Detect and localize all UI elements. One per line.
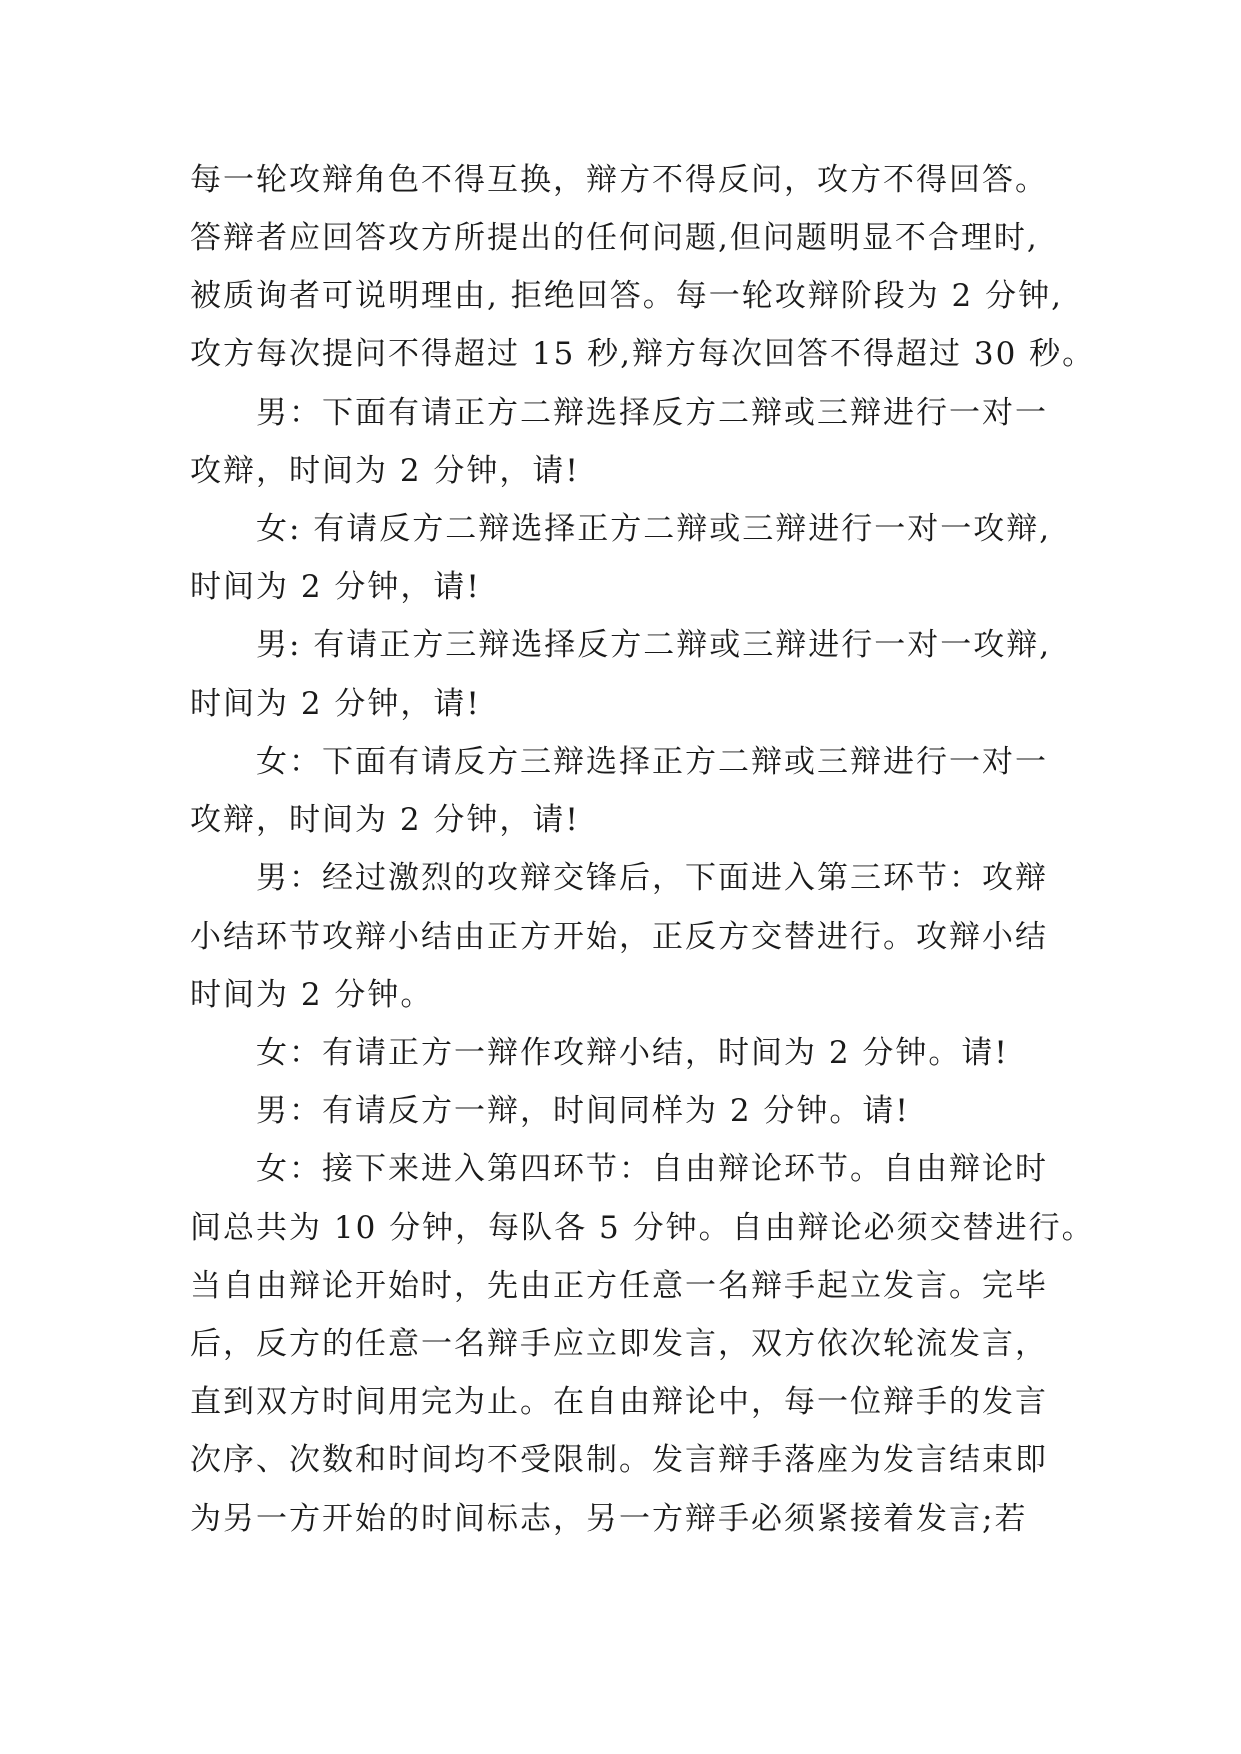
text-line: 被质询者可说明理由, 拒绝回答。每一轮攻辩阶段为 2 分钟, [190, 278, 1063, 314]
text-line: 攻辩，时间为 2 分钟，请! [190, 802, 580, 838]
text-line-indented: 男：有请反方一辩，时间同样为 2 分钟。请! [256, 1093, 910, 1129]
text-line: 直到双方时间用完为止。在自由辩论中，每一位辩手的发言 [190, 1384, 1048, 1420]
text-line-indented: 男：经过激烈的攻辩交锋后，下面进入第三环节：攻辩 [256, 860, 1048, 896]
text-line-indented: 女: 有请反方二辩选择正方二辩或三辩进行一对一攻辩, [256, 511, 1052, 547]
text-line: 时间为 2 分钟，请! [190, 569, 481, 605]
text-line: 次序、次数和时间均不受限制。发言辩手落座为发言结束即 [190, 1442, 1048, 1478]
text-line-indented: 女：下面有请反方三辩选择正方二辩或三辩进行一对一 [256, 744, 1048, 780]
text-line: 攻辩，时间为 2 分钟，请! [190, 453, 580, 489]
text-line: 攻方每次提问不得超过 15 秒,辩方每次回答不得超过 30 秒。 [190, 336, 1096, 372]
text-line: 后，反方的任意一名辩手应立即发言，双方依次轮流发言， [190, 1326, 1048, 1362]
text-line: 间总共为 10 分钟，每队各 5 分钟。自由辩论必须交替进行。 [190, 1210, 1095, 1246]
text-line: 当自由辩论开始时，先由正方任意一名辩手起立发言。完毕 [190, 1268, 1048, 1304]
text-line: 每一轮攻辩角色不得互换，辩方不得反问，攻方不得回答。 [190, 162, 1048, 198]
text-line: 小结环节攻辩小结由正方开始，正反方交替进行。攻辩小结 [190, 919, 1048, 955]
text-line-indented: 男: 有请正方三辩选择反方二辩或三辩进行一对一攻辩, [256, 627, 1052, 663]
text-line: 时间为 2 分钟。 [190, 977, 434, 1013]
text-line: 答辩者应回答攻方所提出的任何问题,但问题明显不合理时, [190, 220, 1039, 256]
text-line: 为另一方开始的时间标志，另一方辩手必须紧接着发言;若 [190, 1501, 1028, 1537]
text-line-indented: 女：接下来进入第四环节：自由辩论环节。自由辩论时 [256, 1151, 1048, 1187]
text-line-indented: 女：有请正方一辩作攻辩小结，时间为 2 分钟。请! [256, 1035, 1009, 1071]
text-line: 时间为 2 分钟，请! [190, 686, 481, 722]
text-line-indented: 男：下面有请正方二辩选择反方二辩或三辩进行一对一 [256, 395, 1048, 431]
